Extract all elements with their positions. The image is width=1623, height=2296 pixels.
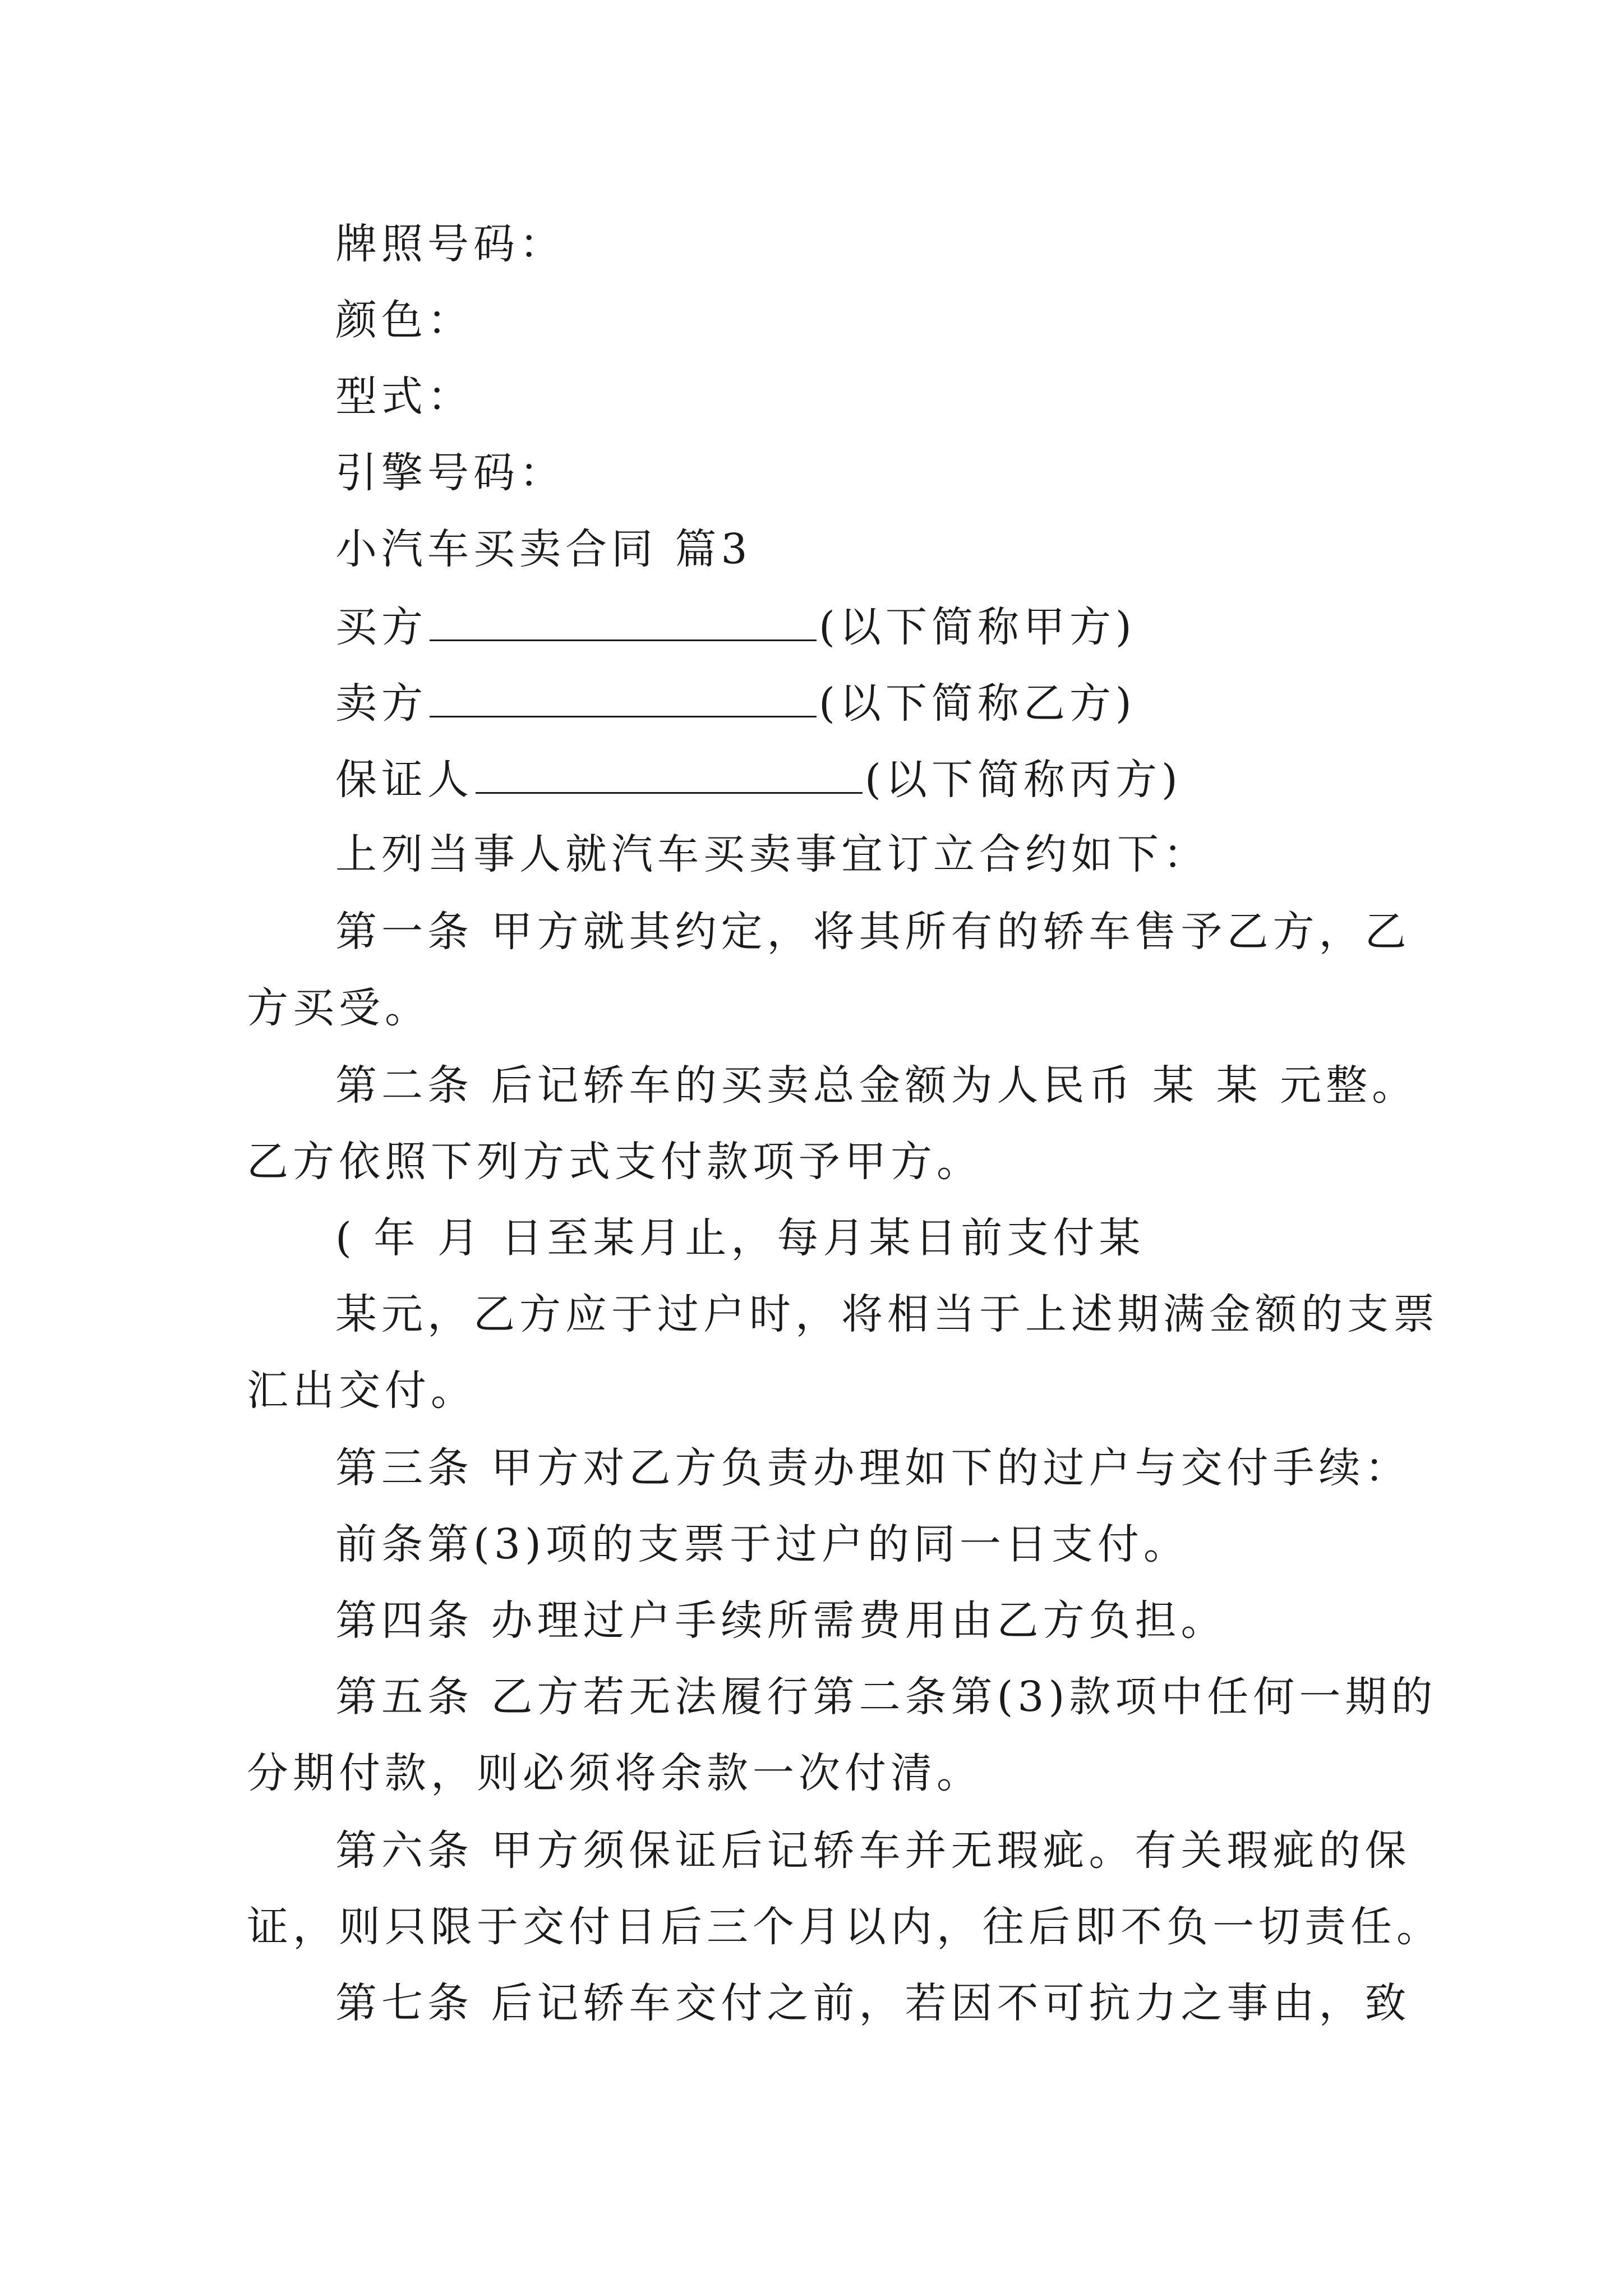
seller-blank: [430, 681, 817, 717]
article-2-line-1: 第二条 后记轿车的买卖总金额为人民币 某 某 元整。: [335, 1061, 1418, 1110]
color-line: 颜色：: [335, 296, 473, 344]
article-3-line: 第三条 甲方对乙方负责办理如下的过户与交付手续：: [335, 1444, 1411, 1492]
article-1-line-2: 方买受。: [247, 984, 431, 1032]
payment-line-2: 某元，乙方应于过户时，将相当于上述期满金额的支票: [335, 1290, 1439, 1338]
seller-line: [335, 679, 1136, 728]
guarantor-suffix: (以下简称丙方): [865, 756, 1182, 804]
article-6-line-1: 第六条 甲方须保证后记轿车并无瑕疵。有关瑕疵的保: [335, 1826, 1411, 1875]
license-plate-line: 牌照号码：: [335, 220, 565, 268]
article-7-line-1: 第七条 后记轿车交付之前，若因不可抗力之事由，致: [335, 1979, 1411, 2027]
buyer-blank: [430, 605, 817, 641]
guarantor-label: 保证人: [335, 756, 473, 804]
buyer-suffix: (以下简称甲方): [819, 603, 1136, 651]
guarantor-blank: [476, 757, 863, 794]
article-4-line: 第四条 办理过户手续所需费用由乙方负担。: [335, 1596, 1227, 1645]
engine-number-line: 引擎号码：: [335, 449, 565, 497]
guarantor-line: [335, 756, 1182, 804]
article-5-line-2: 分期付款，则必须将余款一次付清。: [247, 1749, 983, 1797]
article-1-line-1: 第一条 甲方就其约定，将其所有的轿车售予乙方，乙: [335, 908, 1411, 956]
seller-suffix: (以下简称乙方): [819, 679, 1136, 728]
buyer-label: 买方: [335, 603, 427, 651]
payment-line-1: ( 年 月 日至某月止，每月某日前支付某: [335, 1214, 1145, 1262]
payment-line-3: 汇出交付。: [247, 1366, 477, 1415]
buyer-line: [335, 603, 1136, 651]
seller-label: 卖方: [335, 679, 427, 728]
article-5-line-1: 第五条 乙方若无法履行第二条第(3)款项中任何一期的: [335, 1673, 1437, 1721]
article-6-line-2: 证，则只限于交付日后三个月以内，往后即不负一切责任。: [247, 1903, 1442, 1951]
article-2-line-2: 乙方依照下列方式支付款项予甲方。: [247, 1138, 983, 1186]
article-3-detail-line: 前条第(3)项的支票于过户的同一日支付。: [335, 1520, 1189, 1568]
model-line: 型式：: [335, 372, 473, 421]
intro-line: 上列当事人就汽车买卖事宜订立合约如下：: [335, 830, 1209, 878]
section-title: 小汽车买卖合同 篇3: [335, 525, 752, 573]
